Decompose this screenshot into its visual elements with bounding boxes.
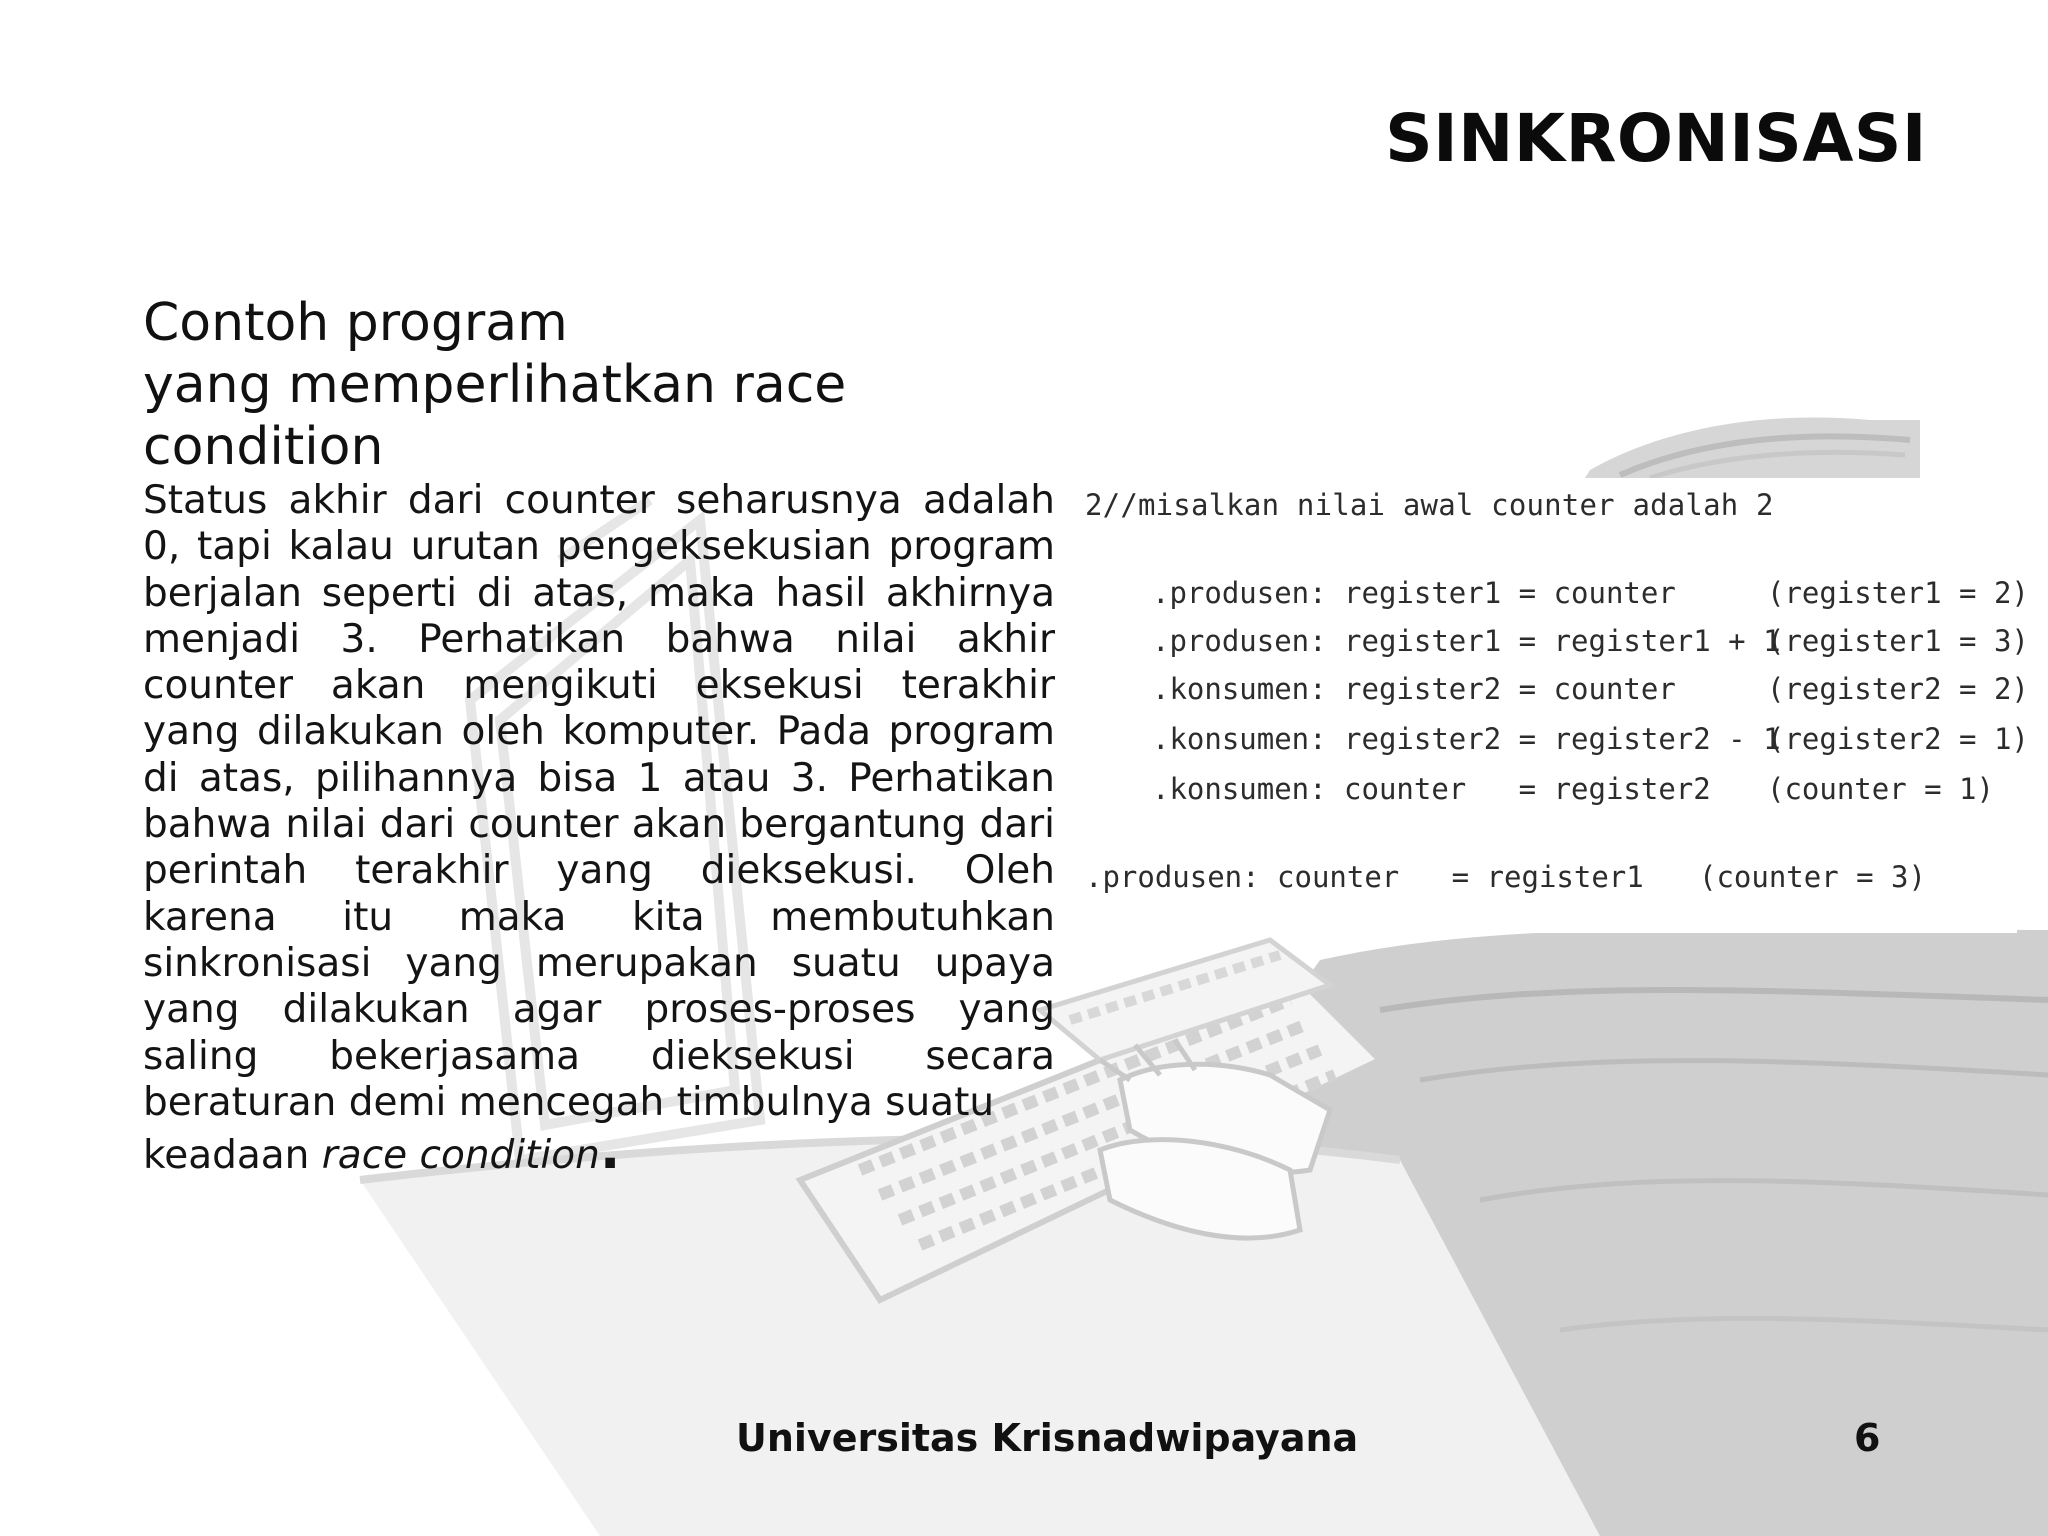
slide-subtitle [143, 292, 1023, 478]
subtitle-line: Contoh program [143, 293, 568, 353]
closing-prefix: keadaan [143, 1133, 322, 1178]
code-step-op: .konsumen: register2 = counter [1152, 672, 1676, 706]
code-step-result: (register1 = 3) [1767, 624, 2029, 658]
code-step-result: (register2 = 1) [1767, 722, 2029, 756]
code-step-op: .konsumen: register2 = register2 - 1 [1152, 722, 1781, 756]
code-step-op: .konsumen: counter = register2 [1152, 772, 1711, 806]
slide-title: SINKRONISASI [1385, 100, 1927, 177]
code-header: 2//misalkan nilai awal counter adalah 2 [1085, 488, 1774, 522]
code-step-result: (register2 = 2) [1767, 672, 2029, 706]
code-step-result: (register1 = 2) [1767, 576, 2029, 610]
code-step-result: (counter = 1) [1767, 772, 1994, 806]
closing-line [143, 1120, 1055, 1186]
code-final-result: (counter = 3) [1699, 860, 1926, 894]
closing-emphasis: race condition [321, 1133, 600, 1178]
code-final-op: .produsen: counter = register1 [1085, 860, 1644, 894]
sleeve-illustration [1585, 417, 1920, 478]
code-step-op: .produsen: register1 = counter [1152, 576, 1676, 610]
footer-university: Universitas Krisnadwipayana [736, 1416, 1359, 1460]
subtitle-line: yang memperlihatkan race [143, 355, 847, 415]
closing-period: . [599, 1118, 621, 1181]
code-example [1077, 478, 2029, 933]
body-paragraph: Status akhir dari counter seharusnya adalah 0, tapi kalau urutan pengeksekusian program berjalan seperti di atas, maka hasil akhirnya menjadi 3. Perhatikan bahwa nilai akhir counter akan mengikuti eksekusi terakhir yang dilakukan oleh komputer. Pada program di atas, pilihannya bisa 1 atau 3. Perhatikan bahwa nilai dari counter akan bergantung dari perintah terakhir yang dieksekusi. Oleh karena itu maka kita membutuhkan sinkronisasi yang merupakan suatu upaya yang dilakukan agar proses-proses yang saling bekerjasama dieksekusi secara beraturan demi mencegah timbulnya suatu [143, 478, 1055, 1125]
code-step-op: .produsen: register1 = register1 + 1 [1152, 624, 1781, 658]
subtitle-line: condition [143, 417, 384, 477]
page-number: 6 [1854, 1416, 1881, 1460]
